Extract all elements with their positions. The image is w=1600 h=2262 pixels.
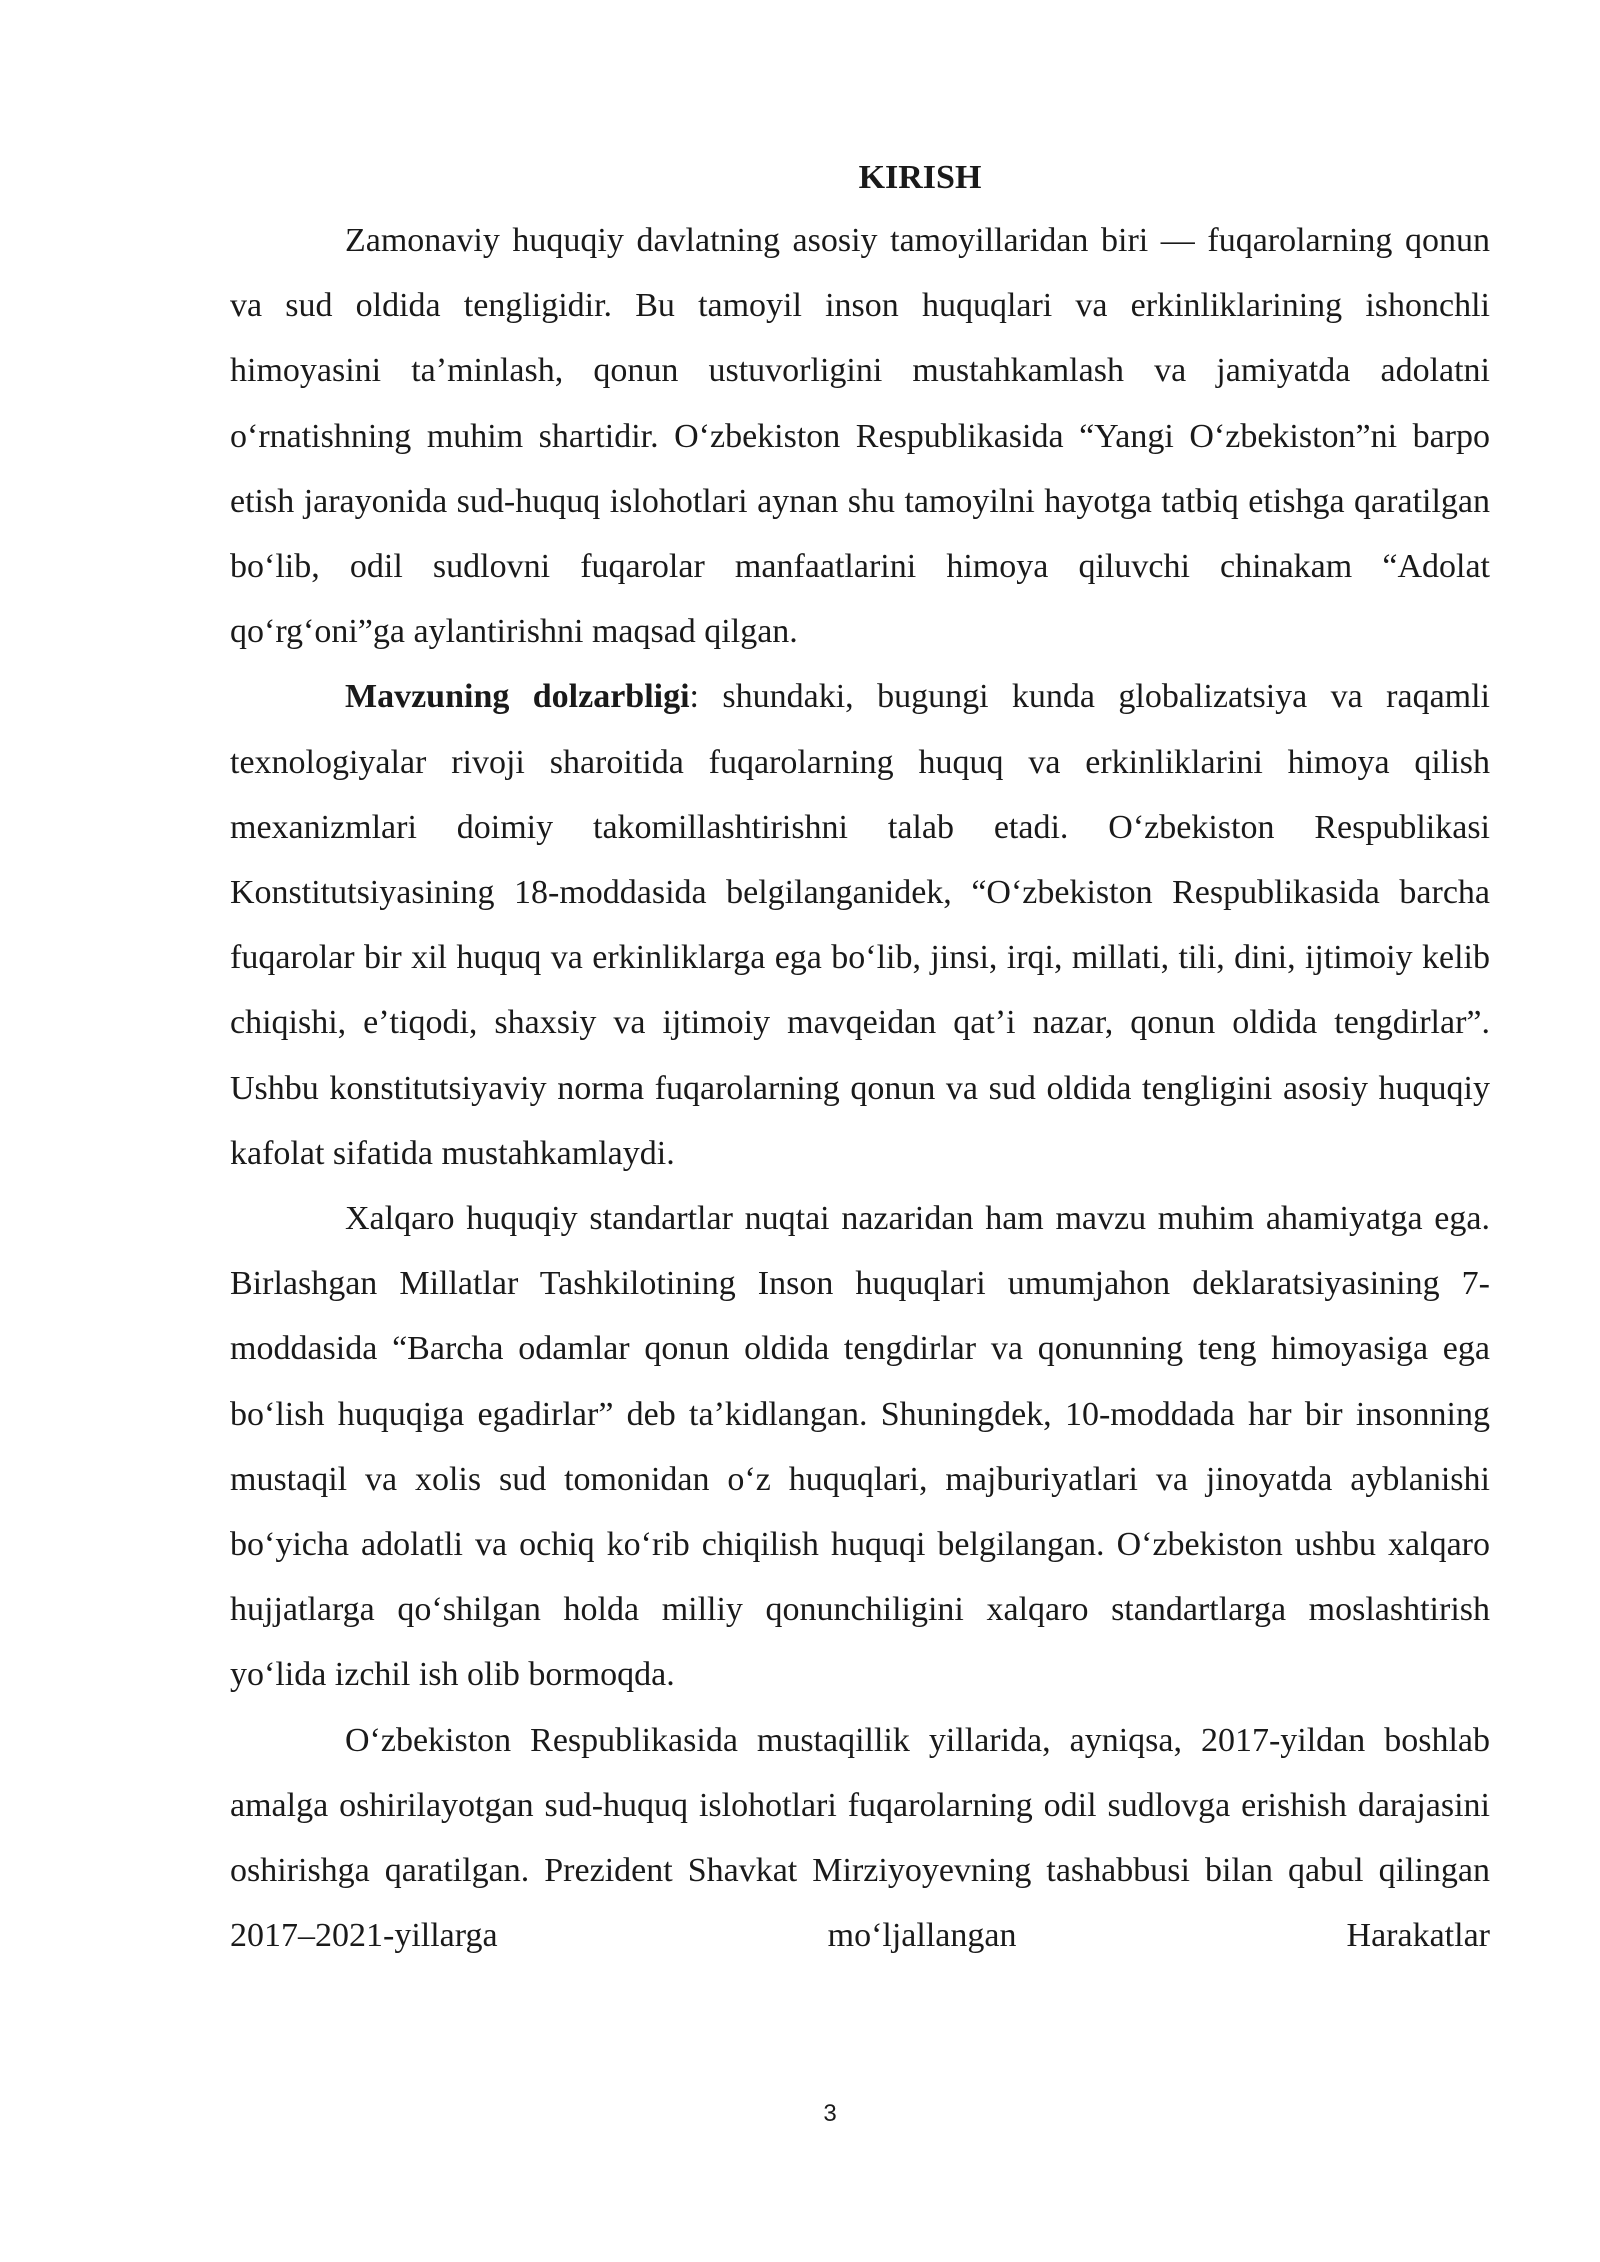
section-heading: KIRISH <box>858 159 982 196</box>
relevance-text: : shundaki, bugungi kunda globalizatsiya va raqamli texnologiyalar rivoji sharoitida fuqarolarning huquq va erkinliklarini himoya qilish mexanizmlari doimiy takomillashtirishni talab etadi. Oʻzbekiston Respublikasi Konstitutsiyasining 18-moddasida belgilanganidek, “Oʻzbekiston Respublikasida barcha fuqarolar bir xil huquq va erkinliklarga ega boʻlib, jinsi, irqi, millati, tili, dini, ijtimoiy kelib chiqishi, eʼtiqodi, shaxsiy va ijtimoiy mavqeidan qatʼi nazar, qonun oldida tengdirlar”. Ushbu konstitutsiyaviy norma fuqarolarning qonun va sud oldida tengligini asosiy huquqiy kafolat sifatida mustahkamlaydi. <box>230 678 1490 1172</box>
page-number: 3 <box>823 2100 837 2127</box>
paragraph-relevance <box>230 664 1490 1186</box>
paragraph-international-standards: Xalqaro huquqiy standartlar nuqtai nazaridan ham mavzu muhim ahamiyatga ega. Birlashgan Millatlar Tashkilotining Inson huquqlari umumjahon deklaratsiyasining 7-moddasida “Barcha odamlar qonun oldida tengdirlar va qonunning teng himoyasiga ega boʻlish huquqiga egadirlar” deb taʼkidlangan. Shuningdek, 10-moddada har bir insonning mustaqil va xolis sud tomonidan oʻz huquqlari, majburiyatlari va jinoyatda ayblanishi boʻyicha adolatli va ochiq koʻrib chiqilish huquqi belgilangan. Oʻzbekiston ushbu xalqaro hujjatlarga qoʻshilgan holda milliy qonunchiligini xalqaro standartlarga moslashtirish yoʻlida izchil ish olib bormoqda. <box>230 1200 1490 1694</box>
paragraph-intro: Zamonaviy huquqiy davlatning asosiy tamoyillaridan biri — fuqarolarning qonun va sud oldida tengligidir. Bu tamoyil inson huquqlari va erkinliklarining ishonchli himoyasini taʼminlash, qonun ustuvorligini mustahkamlash va jamiyatda adolatni oʻrnatishning muhim shartidir. Oʻzbekiston Respublikasida “Yangi Oʻzbekiston”ni barpo etish jarayonida sud-huquq islohotlari aynan shu tamoyilni hayotga tatbiq etishga qaratilgan boʻlib, odil sudlovni fuqarolar manfaatlarini himoya qiluvchi chinakam “Adolat qoʻrgʻoni”ga aylantirishni maqsad qilgan. <box>230 222 1490 651</box>
page-content <box>230 148 1490 1968</box>
relevance-label: Mavzuning dolzarbligi <box>345 678 690 716</box>
paragraph-reforms: Oʻzbekiston Respublikasida mustaqillik yillarida, ayniqsa, 2017-yildan boshlab amalga oshirilayotgan sud-huquq islohotlari fuqarolarning odil sudlovga erishish darajasini oshirishga qaratilgan. Prezident Shavkat Mirziyoyevning tashabbusi bilan qabul qilingan 2017–2021-yillarga moʻljallangan Harakatlar <box>230 1721 1490 1955</box>
